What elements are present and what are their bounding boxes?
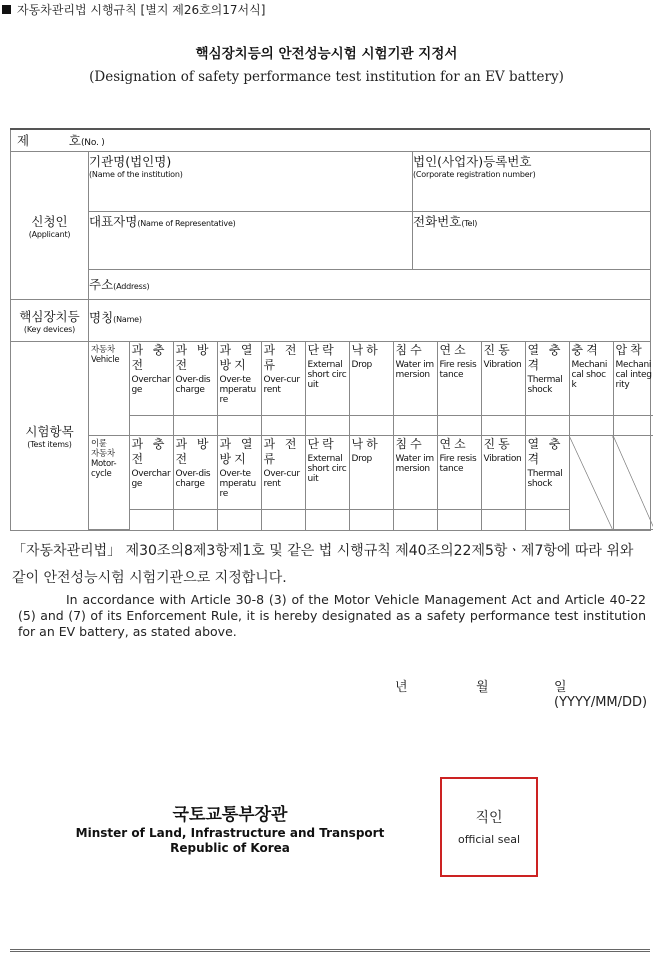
vehicle-test-item-checkbox[interactable]	[173, 416, 217, 436]
vehicle-test-item-en: Thermal shock	[527, 374, 563, 395]
vehicle-test-item	[129, 342, 173, 416]
vehicle-test-item-ko: 과 방 전	[175, 342, 212, 372]
phone-label: 전화번호	[413, 213, 462, 229]
number-label: 제	[17, 133, 30, 149]
test-items-label: 시험항목	[25, 424, 74, 440]
motorcycle-test-item-checkbox[interactable]	[217, 510, 261, 530]
motorcycle-test-item	[129, 436, 173, 510]
motorcycle-test-item-checkbox[interactable]	[173, 510, 217, 530]
issuing-authority: 국토교통부장관	[172, 805, 288, 825]
motorcycle-test-item-checkbox[interactable]	[393, 510, 437, 530]
applicant-label: 신청인	[31, 213, 68, 229]
motorcycle-test-item-ko: 단락	[307, 437, 337, 451]
institution-name-label-en: (Name of the institution)	[89, 169, 183, 179]
motorcycle-test-item	[437, 436, 481, 510]
square-bullet-icon	[2, 5, 11, 14]
motorcycle-test-item-en: Fire resistance	[439, 454, 477, 474]
motorcycle-test-item-ko: 낙하	[351, 437, 381, 451]
vehicle-test-item-en: Over-temperature	[219, 374, 256, 405]
representative-field[interactable]	[89, 211, 413, 269]
number-suffix-en: (No. )	[80, 138, 105, 149]
motorcycle-test-item	[261, 436, 305, 510]
designation-form-table	[10, 130, 651, 531]
motorcycle-test-item-ko: 진동	[483, 437, 513, 451]
motorcycle-test-item	[217, 436, 261, 510]
vehicle-test-item-checkbox[interactable]	[261, 416, 305, 436]
registration-number-field[interactable]	[413, 151, 651, 211]
key-devices-label: 핵심장치등	[19, 308, 80, 324]
vehicle-test-item-en: Fire resistance	[439, 359, 477, 380]
representative-label-en: (Name of Representative)	[137, 218, 236, 228]
vehicle-test-item-en: Mechanical shock	[571, 359, 608, 390]
phone-label-en: (Tel)	[461, 218, 478, 228]
motorcycle-not-applicable-cell	[613, 436, 653, 530]
representative-label: 대표자명	[89, 213, 138, 229]
form-reference-text: 자동차관리법 시행규칙 [별지 제26호의17서식]	[17, 3, 266, 17]
motorcycle-test-item-ko: 열 충 격	[527, 437, 564, 466]
official-seal-box	[440, 777, 538, 877]
form-reference	[2, 1, 265, 18]
vehicle-test-item-ko: 연소	[439, 342, 469, 357]
test-items-grid-cell	[89, 341, 651, 531]
vehicle-test-item-ko: 과 열 방지	[219, 342, 256, 372]
motorcycle-test-item-en: Over-current	[263, 469, 300, 489]
motorcycle-test-item-checkbox[interactable]	[437, 510, 481, 530]
vehicle-test-item-checkbox[interactable]	[217, 416, 261, 436]
vehicle-test-item-ko: 단락	[307, 342, 337, 357]
motorcycle-test-item-ko: 과 충 전	[131, 437, 168, 466]
vehicle-test-item-checkbox[interactable]	[129, 416, 173, 436]
motorcycle-label	[89, 436, 129, 530]
issuing-authority-en-line1: Minster of Land, Infrastructure and Transport	[75, 826, 385, 840]
document-title-en: (Designation of safety performance test institution for an EV battery)	[89, 69, 564, 85]
motorcycle-label-text: 이륜 자동차 Motor- cycle	[91, 439, 117, 479]
vehicle-test-item	[525, 342, 569, 416]
designation-statement-en: In accordance with Article 30-8 (3) of the Motor Vehicle Management Act and Article 40-22 (5) and (7) of its Enforcement Rule, it is hereby designated as a safety performance test institution for an EV battery, as stated above.	[18, 592, 646, 639]
vehicle-test-item-en: Water immersion	[395, 359, 434, 380]
number-suffix: 호	[68, 133, 81, 149]
vehicle-test-item-en: Vibration	[483, 359, 522, 370]
vehicle-test-item-en: Over-discharge	[175, 374, 211, 395]
vehicle-test-item-checkbox[interactable]	[349, 416, 393, 436]
vehicle-test-item	[481, 342, 525, 416]
motorcycle-test-item-checkbox[interactable]	[481, 510, 525, 530]
vehicle-label	[89, 342, 129, 436]
vehicle-label-text: 자동차 Vehicle	[91, 344, 120, 365]
vehicle-test-item-checkbox[interactable]	[437, 416, 481, 436]
vehicle-test-item-checkbox[interactable]	[481, 416, 525, 436]
motorcycle-test-item	[481, 436, 525, 510]
institution-name-field[interactable]	[89, 151, 413, 211]
applicant-label-en: (Applicant)	[28, 229, 71, 239]
motorcycle-test-item-checkbox[interactable]	[349, 510, 393, 530]
date-month-label: 월	[476, 680, 489, 695]
issuing-authority-en	[60, 826, 400, 856]
issuing-authority-en-line2: Republic of Korea	[170, 841, 290, 855]
vehicle-test-item-en: External short circuit	[307, 359, 347, 390]
vehicle-test-item-en: Drop	[351, 359, 372, 370]
motorcycle-test-item-en: Vibration	[483, 454, 522, 464]
vehicle-test-item	[217, 342, 261, 416]
date-day-label: 일(YYYY/MM/DD)	[554, 680, 648, 710]
vehicle-test-item-ko: 충격	[571, 342, 601, 357]
key-devices-name-label-en: (Name)	[113, 314, 142, 324]
motorcycle-test-item-ko: 과 열 방지	[219, 437, 256, 466]
registration-number-label: 법인(사업자)등록번호	[413, 153, 532, 169]
test-items-grid	[89, 342, 653, 531]
motorcycle-test-item-en: Overcharge	[131, 469, 171, 489]
vehicle-test-item	[173, 342, 217, 416]
address-label-en: (Address)	[113, 282, 150, 291]
motorcycle-test-item	[525, 436, 569, 510]
key-devices-label-cell	[11, 299, 89, 341]
vehicle-test-item-en: Overcharge	[131, 374, 171, 395]
seal-label-en: official seal	[457, 833, 521, 846]
vehicle-test-item	[569, 342, 613, 416]
motorcycle-test-item	[393, 436, 437, 510]
vehicle-test-item	[393, 342, 437, 416]
test-items-label-cell	[11, 341, 89, 531]
vehicle-test-item-checkbox[interactable]	[613, 416, 653, 436]
date-year-label: 년	[395, 680, 408, 695]
phone-field[interactable]	[413, 211, 651, 269]
address-field[interactable]	[89, 269, 651, 299]
vehicle-test-item-ko: 낙하	[351, 342, 381, 357]
motorcycle-not-applicable-cell	[569, 436, 613, 530]
motorcycle-test-item	[173, 436, 217, 510]
motorcycle-test-item-en: Over-discharge	[175, 469, 211, 489]
number-row	[11, 130, 651, 151]
document-title: 핵심장치등의 안전성능시험 시험기관 지정서	[195, 46, 458, 62]
key-devices-name-label: 명칭	[89, 309, 114, 325]
vehicle-test-item-checkbox[interactable]	[393, 416, 437, 436]
motorcycle-test-item-ko: 과 방 전	[175, 437, 212, 466]
motorcycle-test-item-ko: 연소	[439, 437, 469, 451]
motorcycle-test-item-en: Over-temperature	[219, 469, 256, 499]
vehicle-test-item-checkbox[interactable]	[525, 416, 569, 436]
registration-number-label-en: (Corporate registration number)	[413, 169, 536, 179]
vehicle-test-item	[349, 342, 393, 416]
designation-statement: 「자동차관리법」 제30조의8제3항제1호 및 같은 법 시행규칙 제40조의22제5항ㆍ제7항에 따라 위와 같이 안전성능시험 시험기관으로 지정합니다.	[12, 543, 634, 586]
vehicle-test-item-ko: 침수	[395, 342, 425, 357]
motorcycle-test-item-ko: 과 전 류	[263, 437, 300, 466]
vehicle-test-item-ko: 과 전 류	[263, 342, 300, 372]
motorcycle-test-item-en: Water immersion	[395, 454, 434, 474]
institution-name-label: 기관명(법인명)	[89, 153, 172, 169]
motorcycle-test-item-checkbox[interactable]	[525, 510, 569, 530]
motorcycle-test-item-checkbox[interactable]	[305, 510, 349, 530]
vehicle-test-item	[261, 342, 305, 416]
motorcycle-test-item	[305, 436, 349, 510]
motorcycle-test-item-en: Drop	[351, 454, 372, 464]
footer-divider	[10, 949, 650, 952]
motorcycle-test-item-ko: 침수	[395, 437, 425, 451]
test-items-label-en: (Test items)	[27, 440, 72, 450]
vehicle-test-item-en: Over-current	[263, 374, 300, 395]
vehicle-test-item-en: Mechanical integrity	[615, 359, 652, 390]
key-devices-name-field[interactable]	[89, 299, 651, 341]
seal-label: 직인	[475, 810, 503, 826]
motorcycle-test-item-en: External short circuit	[307, 454, 347, 484]
motorcycle-test-item-en: Thermal shock	[527, 469, 563, 489]
motorcycle-test-item-checkbox[interactable]	[261, 510, 305, 530]
vehicle-test-item	[437, 342, 481, 416]
applicant-label-cell	[11, 151, 89, 299]
vehicle-test-item-checkbox[interactable]	[305, 416, 349, 436]
vehicle-test-item-ko: 진동	[483, 342, 513, 357]
vehicle-test-item	[613, 342, 653, 416]
motorcycle-test-item-checkbox[interactable]	[129, 510, 173, 530]
vehicle-test-item-ko: 과 충 전	[131, 342, 168, 372]
vehicle-test-item-ko: 열 충 격	[527, 342, 564, 372]
vehicle-test-item-ko: 압착	[615, 342, 645, 357]
key-devices-label-en: (Key devices)	[23, 324, 76, 334]
vehicle-test-item-checkbox[interactable]	[569, 416, 613, 436]
motorcycle-test-item	[349, 436, 393, 510]
address-label: 주소	[89, 277, 114, 292]
vehicle-test-item	[305, 342, 349, 416]
